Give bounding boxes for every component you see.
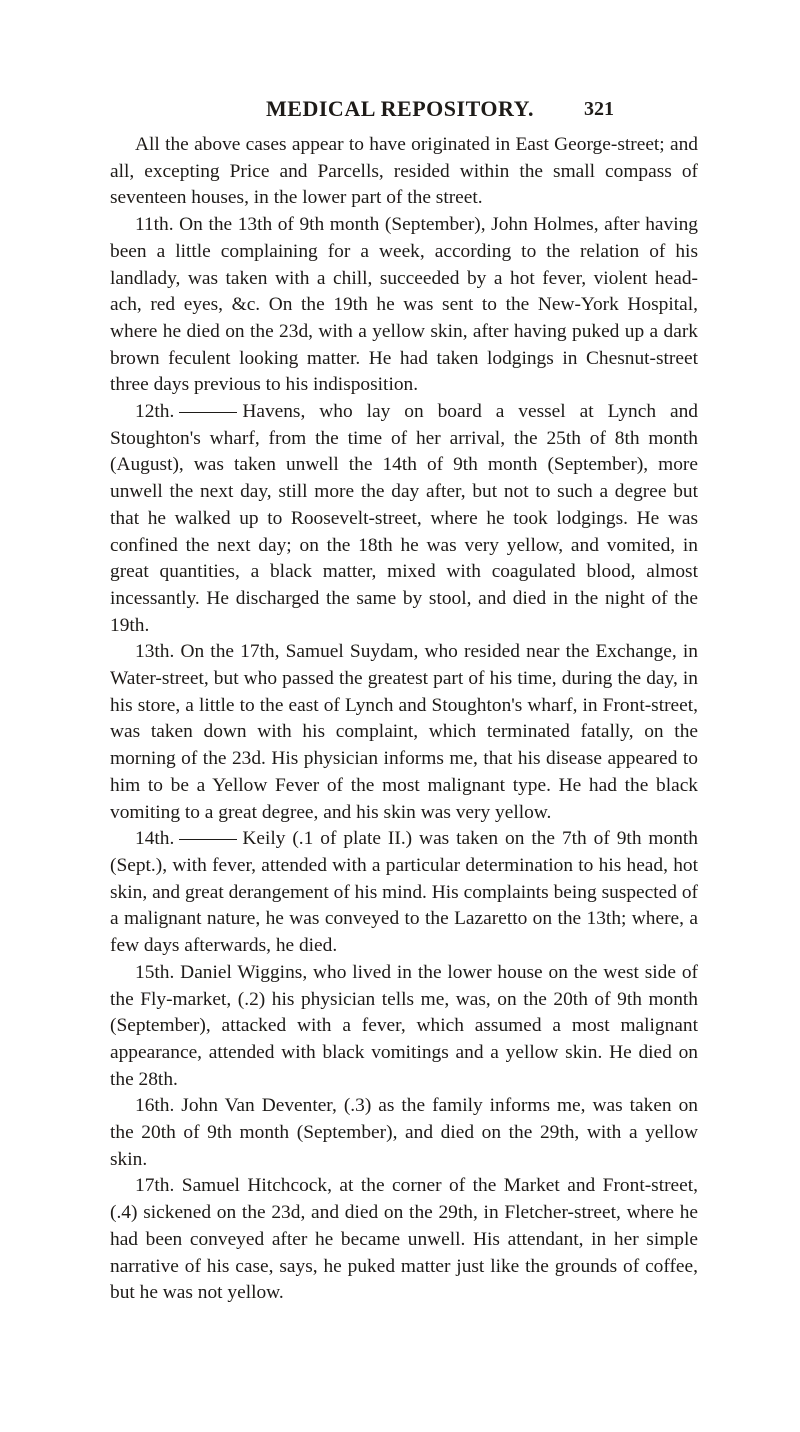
page-header (0, 96, 800, 132)
paragraph-text: 13th. On the 17th, Samuel Suydam, who resided near the Exchange, in Water-street, but who passed the greatest part of his time, during the day, in his store, a little to the east of Lynch and Stoughton's wharf, in Front-street, was taken down with his complaint, which terminated fatally, on the morning of the 23d. His physician informs me, that his disease appeared to him to be a Yellow Fever of the most malignant type. He had the black vomiting to a great degree, and his skin was very yellow. (110, 641, 698, 823)
page-number: 321 (584, 98, 614, 120)
paragraph-text: 16th. John Van Deventer, (.3) as the family informs me, was taken on the 20th of 9th month (September), and died on the 29th, with a yellow skin. (110, 1095, 698, 1170)
name-blank-dash (179, 839, 237, 840)
paragraph-case-12 (110, 399, 698, 639)
paragraph-text: Havens, who lay on board a vessel at Lynch and Stoughton's wharf, from the time of her arrival, the 25th of 8th month (August), was taken unwell the 14th of 9th month (September), more unwell the next day, still more the day after, but not to such a degree but that he walked up to Roosevelt-street, where he took lodgings. He was confined the next day; on the 18th he was very yellow, and vomited, in great quantities, a black matter, mixed with coagulated blood, almost incessantly. He discharged the same by stool, and died in the night of the 19th. (110, 401, 698, 636)
paragraph-case-17 (110, 1173, 698, 1307)
paragraph-case-13 (110, 639, 698, 826)
case-number: 12th. (135, 401, 175, 423)
paragraph-case-16 (110, 1093, 698, 1173)
name-blank-dash (179, 412, 237, 413)
body-text (110, 132, 698, 1307)
paragraph-case-15 (110, 960, 698, 1094)
paragraph-text: 15th. Daniel Wiggins, who lived in the lower house on the west side of the Fly-market, (.2) his physician tells me, was, on the 20th of 9th month (September), attacked with a fever, which assumed a most malignant appearance, attended with black vomitings and a yellow skin. He died on the 28th. (110, 961, 698, 1090)
paragraph-text: 17th. Samuel Hitchcock, at the corner of the Market and Front-street, (.4) sickened on the 23d, and died on the 29th, in Fletcher-street, where he had been conveyed after he became unwell. His attendant, in her simple narrative of his case, says, he puked matter just like the grounds of coffee, but he was not yellow. (110, 1175, 698, 1304)
running-head: MEDICAL REPOSITORY. (266, 96, 534, 121)
paragraph-text: Keily (.1 of plate II.) was taken on the 7th of 9th month (Sept.), with fever, attended with a particular determination to his head, hot skin, and great derangement of his mind. His complaints being suspected of a malignant nature, he was conveyed to the Lazaretto on the 13th; where, a few days afterwards, he died. (110, 828, 698, 957)
paragraph-text: All the above cases appear to have originated in East George-street; and all, excepting Price and Parcells, resided within the small compass of seventeen houses, in the lower part of the street. (110, 134, 698, 209)
paragraph-summary (110, 132, 698, 212)
paragraph-text: 11th. On the 13th of 9th month (September), John Holmes, after having been a little complaining for a week, according to the relation of his landlady, was taken with a chill, succeeded by a hot fever, violent head-ach, red eyes, &c. On the 19th he was sent to the New-York Hospital, where he died on the 23d, with a yellow skin, after having puked up a dark brown feculent looking matter. He had taken lodgings in Chesnut-street three days previous to his indisposition. (110, 214, 698, 396)
case-number: 14th. (135, 828, 175, 850)
paragraph-case-14 (110, 826, 698, 960)
paragraph-case-11 (110, 212, 698, 399)
